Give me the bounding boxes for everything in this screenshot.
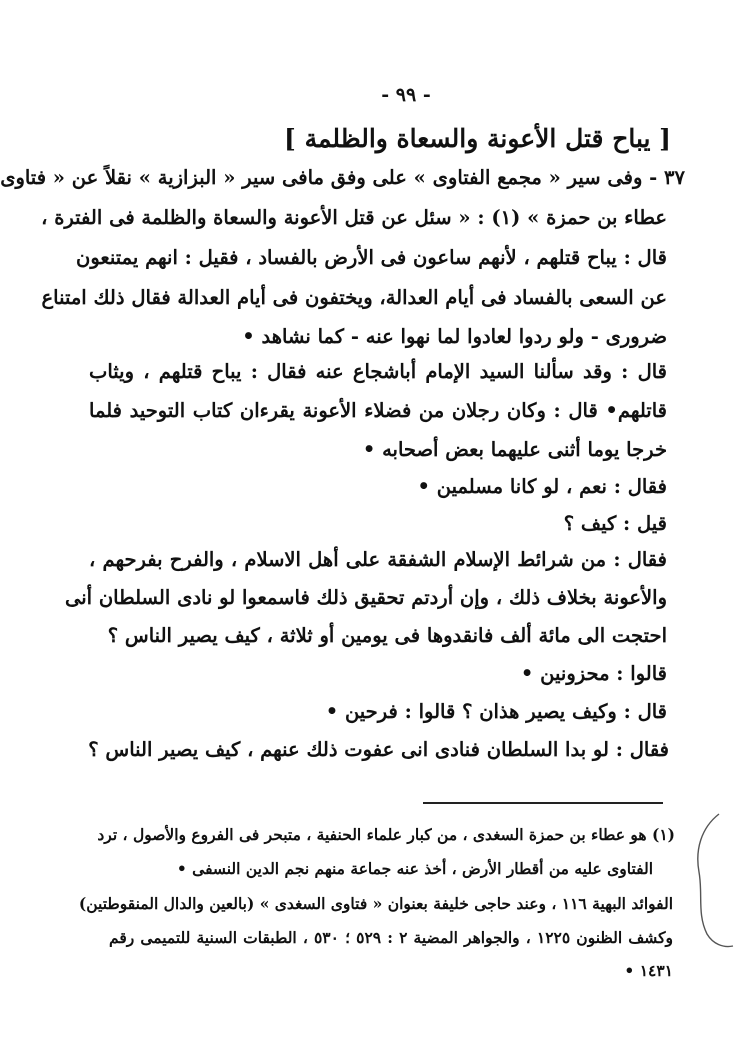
body-line: قاتلهم• قال : وكان رجلان من فضلاء الأعونة يقرءان كتاب التوحيد فلما: [89, 399, 667, 422]
margin-bracket-mark: [689, 810, 739, 950]
body-line: قيل : كيف ؟: [563, 512, 667, 535]
footnote-divider: [423, 802, 663, 804]
body-line: فقال : نعم ، لو كانا مسلمين •: [417, 475, 667, 498]
footnote-line: (١) هو عطاء بن حمزة السغدى ، من كبار علماء الحنفية ، متبحر فى الفروع والأصول ، ترد: [97, 825, 675, 844]
body-line: عن السعى بالفساد فى أيام العدالة، ويختفون فى أيام العدالة فقال ذلك امتناع: [41, 286, 667, 309]
body-line: ضرورى - ولو ردوا لعادوا لما نهوا عنه - كما نشاهد •: [242, 325, 667, 348]
body-line: قال : يباح قتلهم ، لأنهم ساعون فى الأرض بالفساد ، فقيل : انهم يمتنعون: [76, 246, 667, 269]
body-line: قال : وكيف يصير هذان ؟ قالوا : فرحين •: [325, 700, 667, 723]
body-line: عطاء بن حمزة » (١) : « سئل عن قتل الأعونة والسعاة والظلمة فى الفترة ،: [41, 206, 667, 229]
body-line: فقال : لو بدا السلطان فنادى انى عفوت ذلك عنهم ، كيف يصير الناس ؟: [88, 738, 669, 761]
footnote-line: الفوائد البهية ١١٦ ، وعند حاجى خليفة بعنوان « فتاوى السغدى » (بالعين والدال المنقوطتين): [78, 894, 673, 913]
page-number: - ٩٩ -: [381, 84, 431, 106]
body-line: خرجا يوما أثنى عليهما بعض أصحابه •: [362, 438, 667, 461]
body-line: ٣٧ - وفى سير « مجمع الفتاوى » على وفق مافى سير « البزازية » نقلاً عن « فتاوى: [0, 166, 685, 189]
section-heading: [ يباح قتل الأعونة والسعاة والظلمة ]: [284, 124, 671, 153]
footnote-line: وكشف الظنون ١٢٢٥ ، والجواهر المضية ٢ : ٥٢٩ ؛ ٥٣٠ ، الطبقات السنية للتميمى رقم: [109, 928, 673, 947]
body-line: والأعونة بخلاف ذلك ، وإن أردتم تحقيق ذلك فاسمعوا لو نادى السلطان أنى: [64, 586, 667, 609]
footnote-line: ١٤٣١ •: [624, 961, 673, 980]
body-line: فقال : من شرائط الإسلام الشفقة على أهل الاسلام ، والفرح بفرحهم ،: [89, 548, 667, 571]
footnote-line: الفتاوى عليه من أقطار الأرض ، أخذ عنه جماعة منهم نجم الدين النسفى •: [176, 859, 653, 878]
body-line: قال : وقد سألنا السيد الإمام أباشجاع عنه فقال : يباح قتلهم ، ويثاب: [89, 360, 667, 383]
body-line: قالوا : محزونين •: [520, 662, 667, 685]
body-line: احتجت الى مائة ألف فانقدوها فى يومين أو ثلاثة ، كيف يصير الناس ؟: [107, 624, 667, 647]
